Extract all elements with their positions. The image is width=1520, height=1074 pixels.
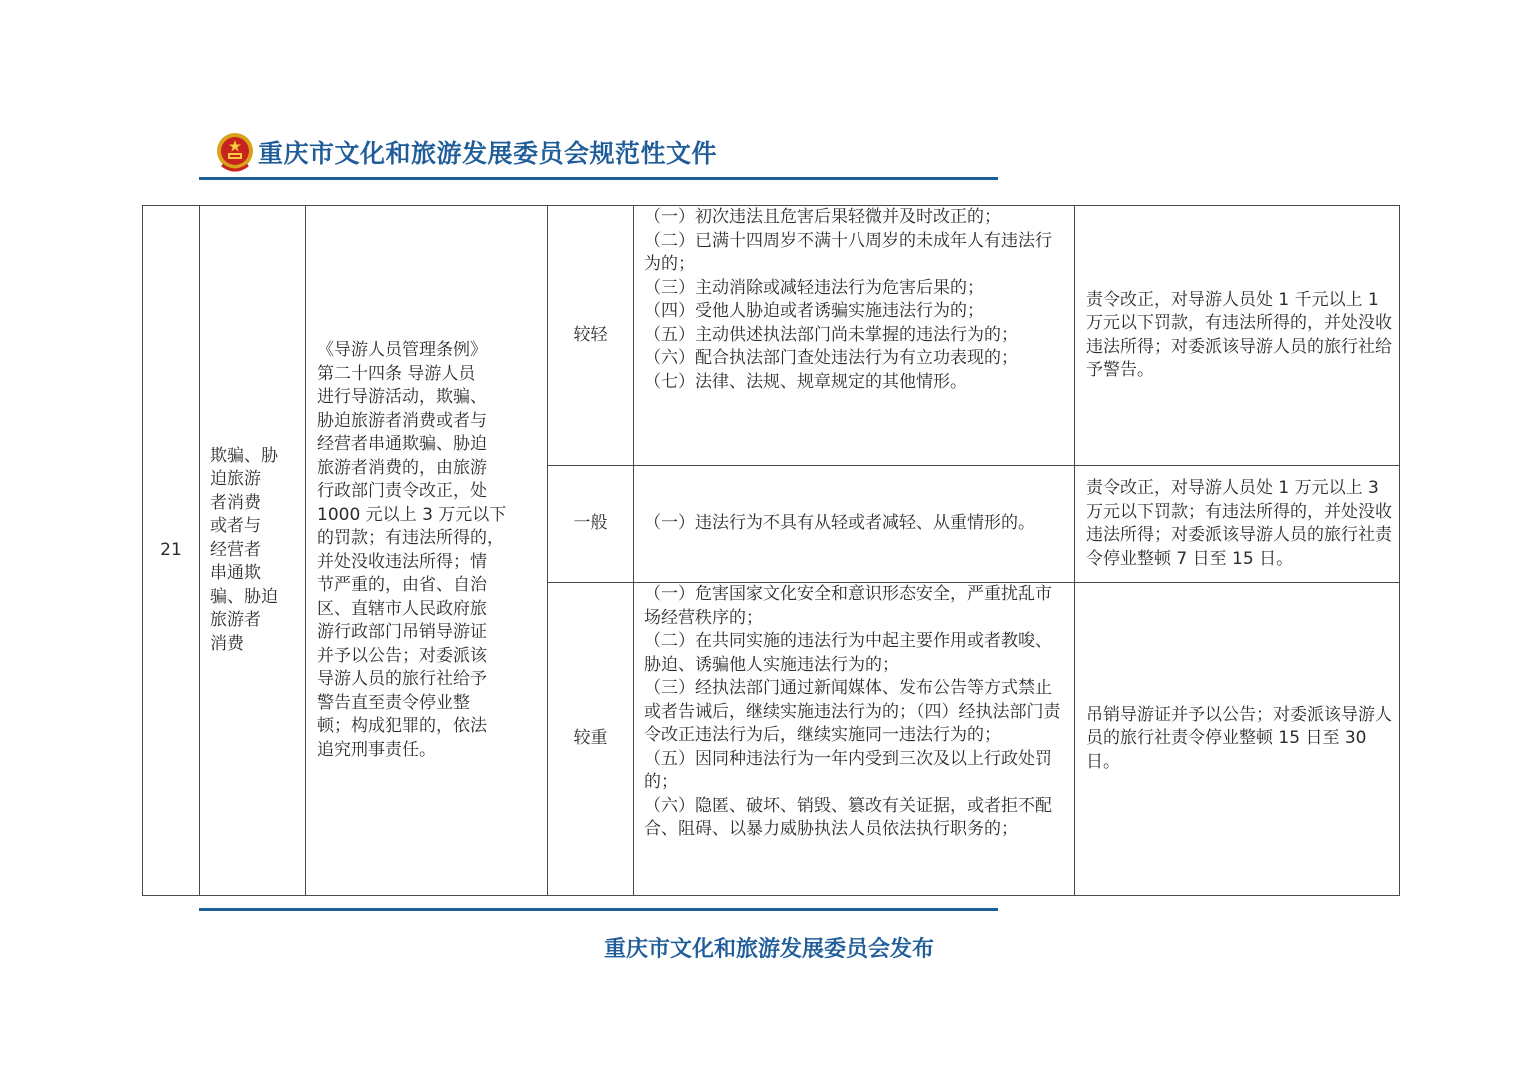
- cases-normal: [634, 466, 1075, 583]
- document-header: [216, 131, 717, 173]
- case-item: （一）初次违法且危害后果轻微并及时改正的；: [644, 207, 1001, 227]
- case-item: （二）在共同实施的违法行为中起主要作用或者教唆、胁迫、诱骗他人实施违法行为的；: [644, 631, 1052, 675]
- case-item: （六）隐匿、破坏、销毁、篡改有关证据，或者拒不配合、阻碍、以暴力威胁执法人员依法执行职务的；: [644, 795, 1052, 839]
- level-serious: 较重: [548, 583, 634, 896]
- header-rule: [199, 177, 998, 180]
- case-item: （五）因同种违法行为一年内受到三次及以上行政处罚的；: [644, 748, 1052, 792]
- footer-publisher: 重庆市文化和旅游发展委员会发布: [604, 936, 935, 962]
- penalty-minor: 责令改正，对导游人员处 1 千元以上 1 万元以下罚款，有违法所得的，并处没收违法所得；对委派该导游人员的旅行社给予警告。: [1075, 206, 1400, 466]
- level-normal: 一般: [548, 466, 634, 583]
- case-item: （三）经执法部门通过新闻媒体、发布公告等方式禁止或者告诫后，继续实施违法行为的；（四）经执法部门责令改正违法行为后，继续实施同一违法行为的；: [644, 678, 1061, 745]
- case-item: （七）法律、法规、规章规定的其他情形。: [644, 371, 967, 392]
- penalty-table: [142, 205, 1400, 896]
- legal-basis: 《导游人员管理条例》 第二十四条 导游人员 进行导游活动，欺骗、 胁迫旅游者消费或者与 经营者串通欺骗、胁迫 旅游者消费的，由旅游 行政部门责令改正，处 1000 元以上 3 万元以下 的罚款；有违法所得的， 并处没收违法所得；情 节严重的，由省、自治 区、直辖市人民政府旅 游行政部门吊销导游证 并予以公告；对委派该 导游人员的旅行社给予 警告直至责令停业整 顿；构成犯罪的，依法 追究刑事责任。: [306, 206, 548, 896]
- case-item: （一）危害国家文化安全和意识形态安全，严重扰乱市场经营秩序的；: [644, 584, 1052, 628]
- table-row: [143, 206, 1400, 466]
- header-title: 重庆市文化和旅游发展委员会规范性文件: [258, 139, 718, 168]
- case-item: （三）主动消除或减轻违法行为危害后果的；: [644, 277, 984, 298]
- row-number: 21: [143, 206, 200, 896]
- national-emblem-icon: [216, 131, 254, 173]
- case-item: （一）违法行为不具有从轻或者减轻、从重情形的。: [644, 513, 1035, 534]
- case-item: （五）主动供述执法部门尚未掌握的违法行为的；: [644, 324, 1018, 345]
- case-item: （六）配合执法部门查处违法行为有立功表现的；: [644, 348, 1018, 368]
- footer-rule: [199, 908, 998, 911]
- penalty-normal: 责令改正，对导游人员处 1 万元以上 3 万元以下罚款；有违法所得的，并处没收违法所得；对委派该导游人员的旅行社责令停业整顿 7 日至 15 日。: [1075, 466, 1400, 583]
- level-minor: 较轻: [548, 206, 634, 466]
- case-item: （二）已满十四周岁不满十八周岁的未成年人有违法行为的；: [644, 230, 1052, 274]
- violation-act: 欺骗、胁 迫旅游 者消费 或者与 经营者 串通欺 骗、胁迫 旅游者 消费: [200, 206, 306, 896]
- cases-minor: [634, 206, 1075, 466]
- case-item: （四）受他人胁迫或者诱骗实施违法行为的；: [644, 301, 984, 321]
- penalty-serious: 吊销导游证并予以公告；对委派该导游人员的旅行社责令停业整顿 15 日至 30 日。: [1075, 583, 1400, 896]
- cases-serious: [634, 583, 1075, 896]
